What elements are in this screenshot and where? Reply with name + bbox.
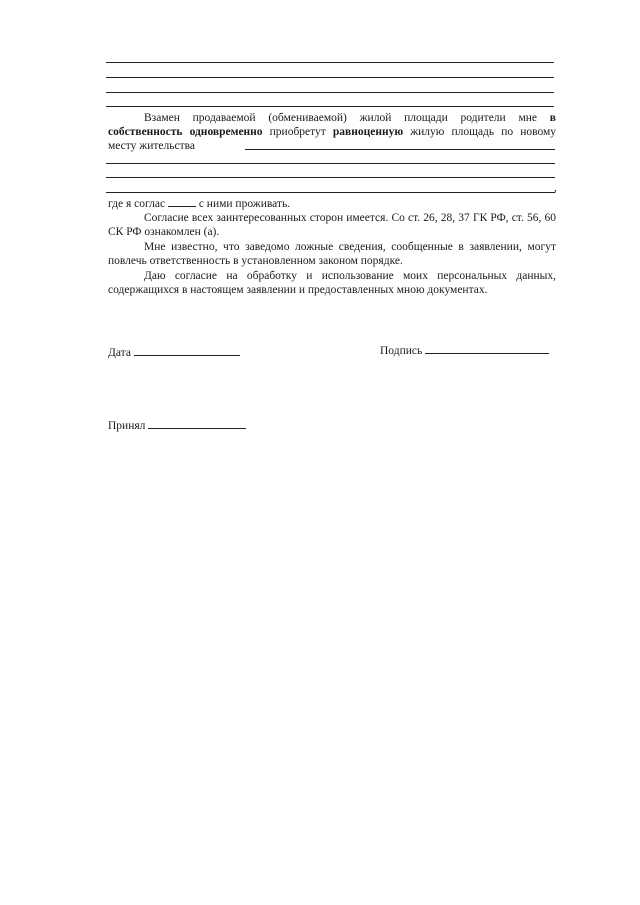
- exchange-text-2: приобретут: [262, 126, 333, 138]
- line-end-comma: ,: [554, 182, 557, 194]
- exchange-text-3: жилую площадь по новому месту жительства: [108, 126, 557, 152]
- blank-line: [106, 62, 554, 63]
- blank-line: [106, 106, 554, 107]
- blank-line: [106, 177, 555, 178]
- date-label: Дата: [108, 347, 131, 359]
- blank-line: [106, 92, 554, 93]
- blank-line: [106, 192, 555, 193]
- exchange-text-1: Взамен продаваемой (обмениваемой) жилой площади родители мне: [144, 112, 550, 124]
- agree-line: [108, 196, 290, 211]
- personal-data-paragraph: Даю согласие на обработку и использование моих персональных данных, содержащихся в настоящем заявлении и предоставленных мною документах.: [108, 270, 556, 296]
- agree-ending-blank[interactable]: [168, 196, 196, 207]
- consent-paragraph: Согласие всех заинтересованных сторон имеется. Со ст. 26, 28, 37 ГК РФ, ст. 56, 60 СК РФ ознакомлен (а).: [108, 212, 556, 238]
- signature-label: Подпись: [380, 345, 423, 357]
- date-blank[interactable]: [134, 345, 240, 356]
- accepted-field: [108, 418, 246, 433]
- accepted-label: Принял: [108, 420, 146, 432]
- agree-suffix: с ними проживать.: [195, 198, 291, 210]
- exchange-paragraph: [108, 111, 556, 153]
- blank-line: [106, 163, 555, 164]
- blank-line: [106, 77, 554, 78]
- residence-blank-line: [245, 149, 555, 150]
- liability-paragraph: Мне известно, что заведомо ложные сведения, сообщенные в заявлении, могут повлечь ответственность в установленном законом порядке.: [108, 241, 556, 267]
- signature-blank[interactable]: [425, 343, 549, 354]
- accepted-blank[interactable]: [148, 418, 246, 429]
- date-field: [108, 345, 240, 360]
- exchange-bold-equivalent: равноценную: [332, 126, 404, 138]
- signature-field: [380, 343, 549, 358]
- exchange-bold-ownership: в собственность одновременно: [108, 112, 556, 138]
- agree-prefix: где я соглас: [108, 198, 166, 210]
